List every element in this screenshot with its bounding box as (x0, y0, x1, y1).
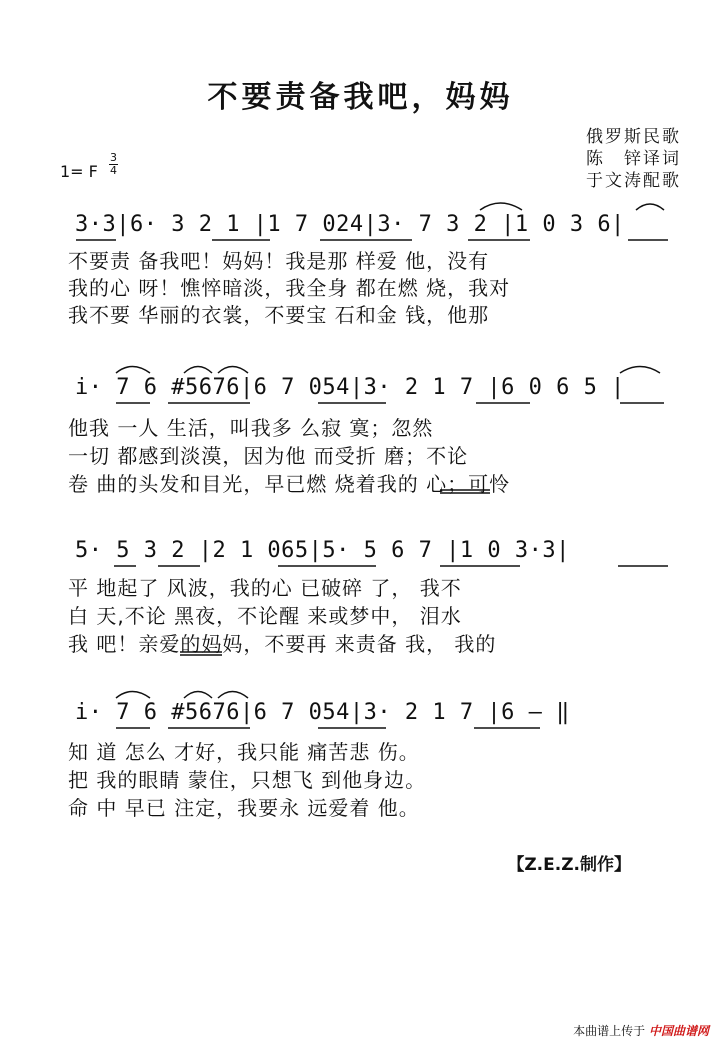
lyric-line-4-2: 把 我的眼睛 蒙住，只想飞 到他身边。 (68, 768, 427, 792)
lyric-line-2-2: 一切 都感到淡漠，因为他 而受折 磨；不论 (68, 444, 469, 468)
meter-top: 3 (110, 151, 117, 164)
slur (116, 367, 150, 374)
lyric-line-1-3: 我不要 华丽的衣裳，不要宝 石和金 钱，他那 (68, 303, 490, 327)
slur (218, 367, 248, 374)
notation-line-3: 5· 5 3 2 |2 1 065|5· 5 6 7 |1 0 3·3| (75, 538, 570, 563)
slur (184, 692, 212, 699)
lyric-line-1-2: 我的心 呀！憔悴暗淡，我全身 都在燃 烧，我对 (68, 276, 511, 300)
lyric-line-4-1: 知 道 怎么 才好，我只能 痛苦悲 伤。 (68, 740, 420, 764)
slur (218, 692, 248, 699)
slur (184, 367, 212, 374)
footer-text: 本曲谱上传于 (573, 1024, 646, 1038)
slur (116, 692, 150, 699)
credit-lyricist: 陈 锌译词 (586, 149, 681, 169)
lyric-line-2-3: 卷 曲的头发和目光，早已燃 烧着我的 心；可怜 (68, 472, 511, 496)
lyric-line-3-1: 平 地起了 风波，我的心 已破碎 了， 我不 (68, 576, 462, 600)
song-title: 不要责备我吧，妈妈 (207, 80, 514, 115)
site-logo[interactable]: 中国曲谱网 (648, 1024, 709, 1038)
notation-line-2: i· 7 6 #5676|6 7 054|3· 2 1 7 |6 0 6 5 | (75, 375, 625, 400)
lyric-line-2-1: 他我 一人 生活，叫我多 么寂 寞；忽然 (68, 416, 434, 440)
lyric-line-1-1: 不要责 备我吧！妈妈！我是那 样爱 他，没有 (68, 249, 490, 273)
notation-line-1: 3·3|6· 3 2 1 |1 7 024|3· 7 3 2 |1 0 3 6| (75, 212, 625, 237)
lyric-line-4-3: 命 中 早已 注定，我要永 远爱着 他。 (68, 796, 420, 820)
slur (636, 204, 664, 210)
footer-upload-note (573, 1022, 709, 1039)
maker-credit: 【Z.E.Z.制作】 (507, 855, 631, 875)
slur (620, 367, 660, 374)
notation-line-4: i· 7 6 #5676|6 7 054|3· 2 1 7 |6 — ‖ (75, 700, 570, 725)
lyric-line-3-3: 我 吧！亲爱的妈妈，不要再 来责备 我， 我的 (68, 632, 497, 656)
meter-bottom: 4 (110, 164, 117, 177)
credit-arranger: 于文涛配歌 (586, 171, 681, 191)
credit-origin: 俄罗斯民歌 (586, 127, 681, 147)
slur (480, 203, 522, 210)
key-signature: 1= F (60, 162, 98, 181)
lyric-line-3-2: 白 天,不论 黑夜，不论醒 来或梦中， 泪水 (68, 604, 462, 628)
